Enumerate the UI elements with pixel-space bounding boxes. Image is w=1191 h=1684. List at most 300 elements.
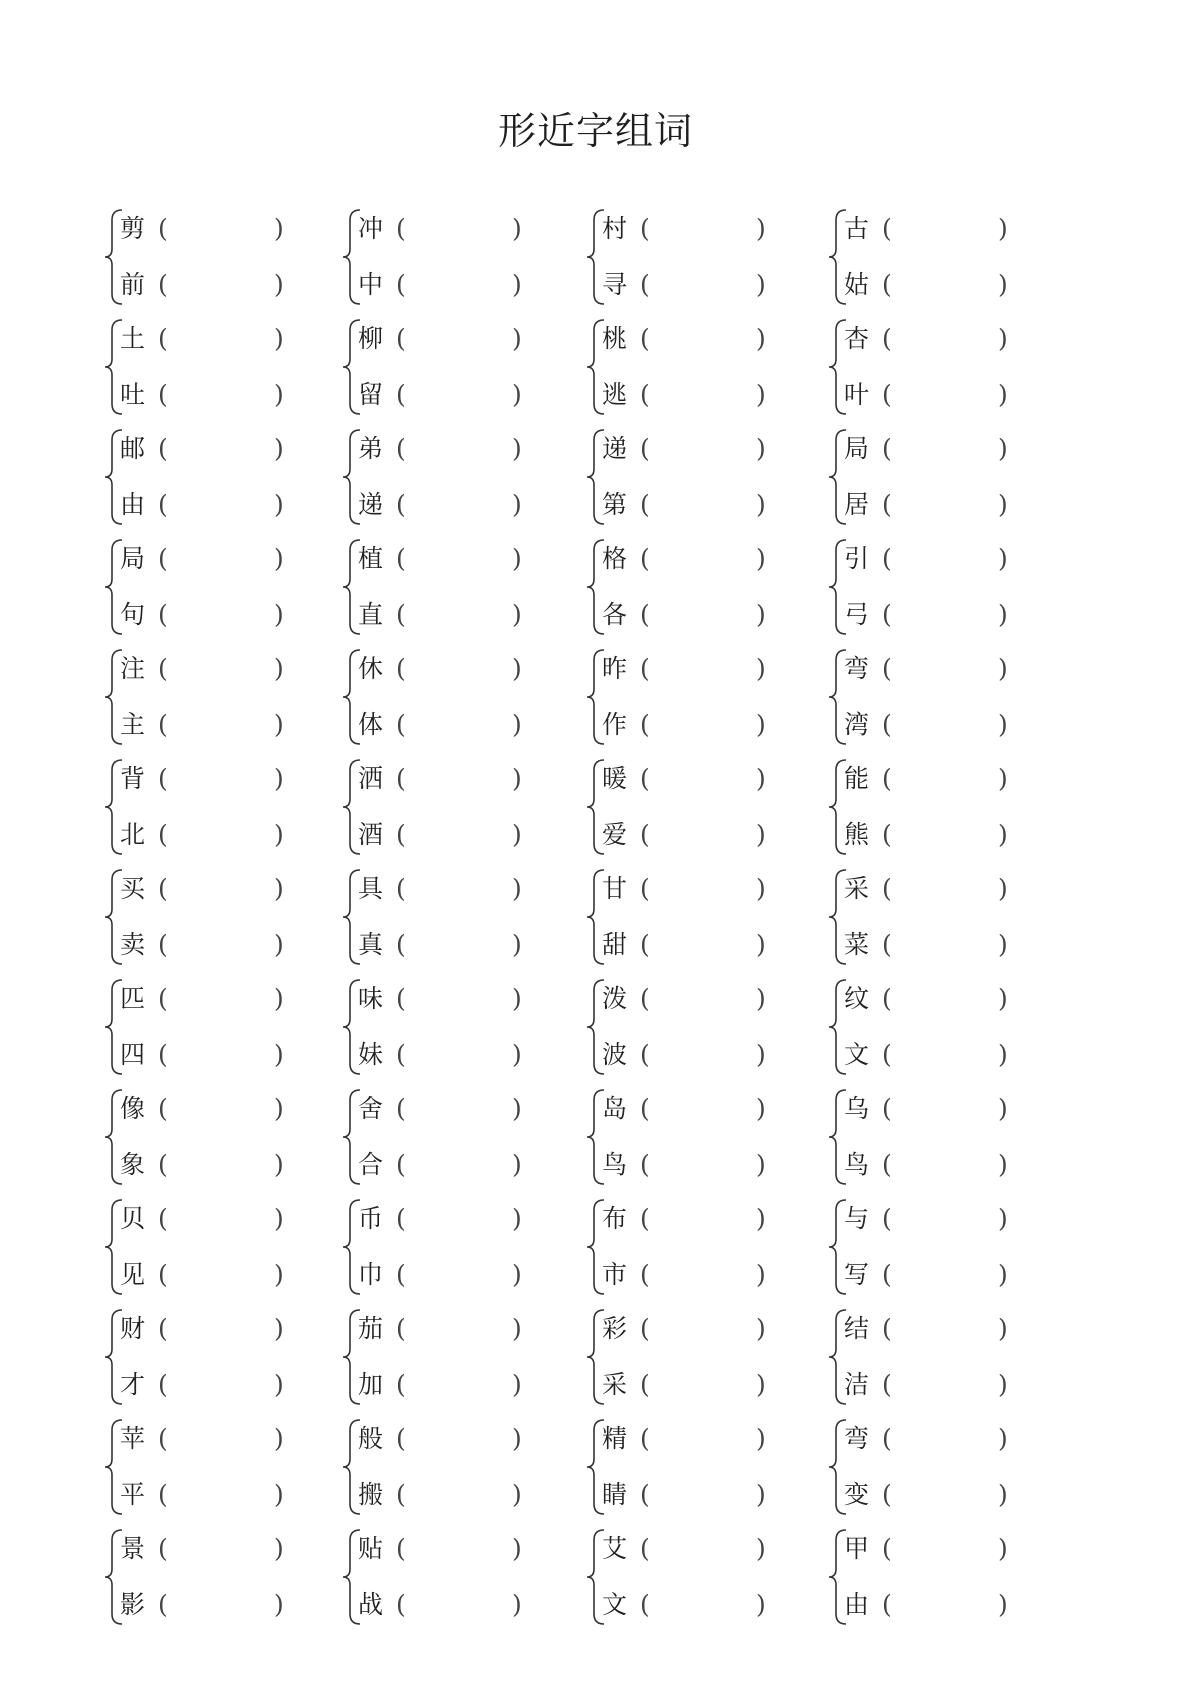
word-pair-grid — [0, 205, 1191, 1635]
character-label: 寻 — [602, 270, 628, 299]
word-entry — [844, 759, 1016, 799]
close-paren: ) — [998, 1040, 1008, 1069]
word-entry — [358, 1255, 530, 1295]
character-label: 甘 — [602, 874, 628, 903]
word-entry — [358, 1199, 530, 1239]
word-entry — [358, 209, 530, 249]
character-label: 土 — [120, 324, 146, 353]
open-paren: ( — [640, 544, 650, 573]
word-entry — [844, 1585, 1016, 1625]
word-pair — [584, 865, 774, 975]
word-entry — [602, 925, 774, 965]
open-paren: ( — [640, 1370, 650, 1399]
open-paren: ( — [158, 874, 168, 903]
word-entry — [120, 485, 292, 525]
open-paren: ( — [640, 434, 650, 463]
open-paren: ( — [396, 544, 406, 573]
character-label: 洒 — [358, 764, 384, 793]
word-entry — [358, 539, 530, 579]
close-paren: ) — [998, 1370, 1008, 1399]
word-pair — [584, 425, 774, 535]
close-paren: ) — [274, 1590, 284, 1619]
close-paren: ) — [274, 820, 284, 849]
close-paren: ) — [512, 1424, 522, 1453]
close-paren: ) — [756, 270, 766, 299]
close-paren: ) — [756, 1424, 766, 1453]
close-paren: ) — [274, 874, 284, 903]
close-paren: ) — [998, 1094, 1008, 1123]
word-entry — [120, 319, 292, 359]
close-paren: ) — [998, 764, 1008, 793]
pair-row — [0, 975, 1191, 1085]
pair-row — [0, 1305, 1191, 1415]
word-entry — [844, 979, 1016, 1019]
open-paren: ( — [396, 380, 406, 409]
close-paren: ) — [274, 764, 284, 793]
open-paren: ( — [158, 984, 168, 1013]
character-label: 递 — [602, 434, 628, 463]
character-label: 邮 — [120, 434, 146, 463]
character-label: 作 — [602, 710, 628, 739]
page-title: 形近字组词 — [497, 109, 693, 153]
open-paren: ( — [396, 710, 406, 739]
word-pair — [340, 425, 530, 535]
open-paren: ( — [158, 930, 168, 959]
open-paren: ( — [158, 324, 168, 353]
word-entry — [120, 1145, 292, 1185]
open-paren: ( — [158, 1040, 168, 1069]
character-label: 巾 — [358, 1260, 384, 1289]
close-paren: ) — [756, 324, 766, 353]
close-paren: ) — [998, 490, 1008, 519]
close-paren: ) — [756, 544, 766, 573]
close-paren: ) — [274, 214, 284, 243]
word-entry — [602, 539, 774, 579]
word-entry — [844, 539, 1016, 579]
close-paren: ) — [756, 764, 766, 793]
pair-row — [0, 315, 1191, 425]
word-entry — [602, 429, 774, 469]
open-paren: ( — [158, 1314, 168, 1343]
character-label: 弓 — [844, 600, 870, 629]
character-label: 匹 — [120, 984, 146, 1013]
close-paren: ) — [512, 820, 522, 849]
word-pair — [340, 1085, 530, 1195]
word-pair — [826, 535, 1016, 645]
close-paren: ) — [756, 1480, 766, 1509]
character-label: 注 — [120, 654, 146, 683]
close-paren: ) — [512, 324, 522, 353]
word-entry — [844, 1529, 1016, 1569]
character-label: 鸟 — [844, 1150, 870, 1179]
character-label: 苹 — [120, 1424, 146, 1453]
word-entry — [358, 1365, 530, 1405]
open-paren: ( — [882, 434, 892, 463]
character-label: 平 — [120, 1480, 146, 1509]
word-entry — [120, 925, 292, 965]
open-paren: ( — [158, 654, 168, 683]
close-paren: ) — [274, 1424, 284, 1453]
open-paren: ( — [882, 1480, 892, 1509]
word-entry — [358, 925, 530, 965]
word-entry — [602, 1309, 774, 1349]
word-entry — [844, 815, 1016, 855]
character-label: 文 — [844, 1040, 870, 1069]
open-paren: ( — [640, 874, 650, 903]
open-paren: ( — [882, 874, 892, 903]
character-label: 主 — [120, 710, 146, 739]
open-paren: ( — [158, 1370, 168, 1399]
character-label: 纹 — [844, 984, 870, 1013]
close-paren: ) — [998, 1150, 1008, 1179]
open-paren: ( — [396, 1590, 406, 1619]
word-entry — [602, 979, 774, 1019]
word-pair — [826, 205, 1016, 315]
word-entry — [602, 869, 774, 909]
character-label: 中 — [358, 270, 384, 299]
character-label: 姑 — [844, 270, 870, 299]
word-pair — [826, 1195, 1016, 1305]
word-pair — [584, 535, 774, 645]
close-paren: ) — [512, 930, 522, 959]
character-label: 暖 — [602, 764, 628, 793]
character-label: 留 — [358, 380, 384, 409]
open-paren: ( — [396, 1094, 406, 1123]
word-entry — [358, 1145, 530, 1185]
close-paren: ) — [274, 1150, 284, 1179]
close-paren: ) — [756, 600, 766, 629]
word-pair — [826, 1415, 1016, 1525]
character-label: 北 — [120, 820, 146, 849]
character-label: 妹 — [358, 1040, 384, 1069]
character-label: 真 — [358, 930, 384, 959]
open-paren: ( — [882, 1314, 892, 1343]
close-paren: ) — [998, 820, 1008, 849]
open-paren: ( — [882, 270, 892, 299]
character-label: 熊 — [844, 820, 870, 849]
open-paren: ( — [640, 270, 650, 299]
open-paren: ( — [640, 214, 650, 243]
character-label: 叶 — [844, 380, 870, 409]
word-entry — [120, 595, 292, 635]
character-label: 古 — [844, 214, 870, 243]
close-paren: ) — [512, 874, 522, 903]
close-paren: ) — [998, 1260, 1008, 1289]
open-paren: ( — [158, 490, 168, 519]
character-label: 文 — [602, 1590, 628, 1619]
close-paren: ) — [998, 984, 1008, 1013]
open-paren: ( — [396, 1260, 406, 1289]
character-label: 贝 — [120, 1204, 146, 1233]
open-paren: ( — [640, 984, 650, 1013]
close-paren: ) — [512, 600, 522, 629]
close-paren: ) — [756, 490, 766, 519]
word-entry — [120, 539, 292, 579]
open-paren: ( — [396, 874, 406, 903]
word-entry — [120, 1419, 292, 1459]
word-entry — [602, 265, 774, 305]
open-paren: ( — [882, 600, 892, 629]
character-label: 采 — [602, 1370, 628, 1399]
open-paren: ( — [640, 600, 650, 629]
word-entry — [844, 1475, 1016, 1515]
close-paren: ) — [756, 654, 766, 683]
character-label: 景 — [120, 1534, 146, 1563]
word-entry — [844, 595, 1016, 635]
word-entry — [120, 429, 292, 469]
word-entry — [602, 485, 774, 525]
close-paren: ) — [512, 270, 522, 299]
character-label: 甲 — [844, 1534, 870, 1563]
open-paren: ( — [158, 380, 168, 409]
open-paren: ( — [396, 214, 406, 243]
character-label: 吐 — [120, 380, 146, 409]
pair-row — [0, 645, 1191, 755]
close-paren: ) — [512, 710, 522, 739]
character-label: 币 — [358, 1204, 384, 1233]
close-paren: ) — [274, 434, 284, 463]
open-paren: ( — [640, 1260, 650, 1289]
open-paren: ( — [640, 324, 650, 353]
character-label: 市 — [602, 1260, 628, 1289]
word-entry — [602, 1145, 774, 1185]
close-paren: ) — [512, 490, 522, 519]
character-label: 引 — [844, 544, 870, 573]
character-label: 居 — [844, 490, 870, 519]
word-entry — [844, 375, 1016, 415]
close-paren: ) — [512, 544, 522, 573]
word-entry — [358, 319, 530, 359]
close-paren: ) — [274, 1480, 284, 1509]
open-paren: ( — [640, 764, 650, 793]
word-pair — [340, 205, 530, 315]
character-label: 写 — [844, 1260, 870, 1289]
character-label: 睛 — [602, 1480, 628, 1509]
word-pair — [584, 645, 774, 755]
close-paren: ) — [512, 654, 522, 683]
character-label: 岛 — [602, 1094, 628, 1123]
open-paren: ( — [158, 764, 168, 793]
open-paren: ( — [158, 1150, 168, 1179]
open-paren: ( — [396, 1370, 406, 1399]
word-entry — [120, 1089, 292, 1129]
character-label: 洁 — [844, 1370, 870, 1399]
word-pair — [102, 865, 292, 975]
word-entry — [120, 1529, 292, 1569]
word-entry — [602, 705, 774, 745]
word-entry — [120, 869, 292, 909]
open-paren: ( — [158, 544, 168, 573]
close-paren: ) — [756, 1260, 766, 1289]
word-pair — [340, 535, 530, 645]
word-entry — [358, 815, 530, 855]
word-pair — [340, 975, 530, 1085]
character-label: 桃 — [602, 324, 628, 353]
close-paren: ) — [274, 1370, 284, 1399]
word-entry — [844, 1419, 1016, 1459]
word-entry — [844, 485, 1016, 525]
word-pair — [102, 535, 292, 645]
character-label: 甜 — [602, 930, 628, 959]
open-paren: ( — [640, 1040, 650, 1069]
character-label: 布 — [602, 1204, 628, 1233]
character-label: 休 — [358, 654, 384, 683]
character-label: 爱 — [602, 820, 628, 849]
close-paren: ) — [756, 434, 766, 463]
character-label: 格 — [602, 544, 628, 573]
word-entry — [120, 815, 292, 855]
word-entry — [120, 1035, 292, 1075]
close-paren: ) — [512, 380, 522, 409]
word-entry — [120, 1199, 292, 1239]
open-paren: ( — [396, 1424, 406, 1453]
word-pair — [826, 1525, 1016, 1635]
word-pair — [102, 645, 292, 755]
close-paren: ) — [998, 710, 1008, 739]
open-paren: ( — [882, 1590, 892, 1619]
open-paren: ( — [882, 984, 892, 1013]
close-paren: ) — [998, 1480, 1008, 1509]
open-paren: ( — [882, 324, 892, 353]
word-entry — [358, 979, 530, 1019]
close-paren: ) — [998, 600, 1008, 629]
character-label: 味 — [358, 984, 384, 1013]
open-paren: ( — [882, 1204, 892, 1233]
character-label: 像 — [120, 1094, 146, 1123]
character-label: 见 — [120, 1260, 146, 1289]
open-paren: ( — [882, 544, 892, 573]
character-label: 泼 — [602, 984, 628, 1013]
open-paren: ( — [396, 1204, 406, 1233]
open-paren: ( — [882, 654, 892, 683]
close-paren: ) — [756, 1040, 766, 1069]
close-paren: ) — [274, 490, 284, 519]
pair-row — [0, 755, 1191, 865]
word-entry — [358, 429, 530, 469]
character-label: 弯 — [844, 654, 870, 683]
character-label: 买 — [120, 874, 146, 903]
character-label: 前 — [120, 270, 146, 299]
word-entry — [120, 1475, 292, 1515]
word-pair — [102, 315, 292, 425]
word-pair — [340, 1525, 530, 1635]
word-pair — [584, 1525, 774, 1635]
pair-row — [0, 865, 1191, 975]
word-entry — [120, 1365, 292, 1405]
pair-row — [0, 1195, 1191, 1305]
word-pair — [340, 755, 530, 865]
pair-row — [0, 205, 1191, 315]
open-paren: ( — [396, 764, 406, 793]
word-pair — [340, 1415, 530, 1525]
open-paren: ( — [640, 820, 650, 849]
close-paren: ) — [998, 434, 1008, 463]
open-paren: ( — [882, 1260, 892, 1289]
close-paren: ) — [512, 1204, 522, 1233]
character-label: 结 — [844, 1314, 870, 1343]
close-paren: ) — [512, 434, 522, 463]
open-paren: ( — [640, 1424, 650, 1453]
open-paren: ( — [396, 1150, 406, 1179]
word-pair — [826, 755, 1016, 865]
close-paren: ) — [274, 1314, 284, 1343]
character-label: 体 — [358, 710, 384, 739]
word-entry — [844, 429, 1016, 469]
close-paren: ) — [998, 1590, 1008, 1619]
word-entry — [844, 1255, 1016, 1295]
open-paren: ( — [396, 434, 406, 463]
open-paren: ( — [396, 490, 406, 519]
word-entry — [844, 319, 1016, 359]
open-paren: ( — [158, 1260, 168, 1289]
word-entry — [120, 375, 292, 415]
word-pair — [584, 205, 774, 315]
word-entry — [358, 375, 530, 415]
character-label: 影 — [120, 1590, 146, 1619]
close-paren: ) — [998, 380, 1008, 409]
word-entry — [358, 1475, 530, 1515]
close-paren: ) — [512, 1480, 522, 1509]
word-entry — [844, 1365, 1016, 1405]
word-entry — [844, 1309, 1016, 1349]
word-entry — [120, 705, 292, 745]
close-paren: ) — [998, 930, 1008, 959]
open-paren: ( — [882, 1424, 892, 1453]
character-label: 精 — [602, 1424, 628, 1453]
word-entry — [120, 1255, 292, 1295]
character-label: 卖 — [120, 930, 146, 959]
close-paren: ) — [756, 1534, 766, 1563]
word-entry — [602, 319, 774, 359]
word-entry — [602, 649, 774, 689]
close-paren: ) — [756, 1590, 766, 1619]
word-pair — [584, 1085, 774, 1195]
word-entry — [120, 649, 292, 689]
character-label: 能 — [844, 764, 870, 793]
word-pair — [340, 865, 530, 975]
character-label: 背 — [120, 764, 146, 793]
close-paren: ) — [756, 214, 766, 243]
open-paren: ( — [640, 1150, 650, 1179]
word-entry — [602, 1419, 774, 1459]
close-paren: ) — [756, 1204, 766, 1233]
word-pair — [584, 975, 774, 1085]
close-paren: ) — [998, 270, 1008, 299]
word-entry — [602, 1089, 774, 1129]
word-entry — [358, 485, 530, 525]
word-entry — [844, 1199, 1016, 1239]
open-paren: ( — [882, 214, 892, 243]
open-paren: ( — [640, 1590, 650, 1619]
character-label: 局 — [120, 544, 146, 573]
open-paren: ( — [882, 820, 892, 849]
close-paren: ) — [274, 930, 284, 959]
close-paren: ) — [756, 710, 766, 739]
character-label: 贴 — [358, 1534, 384, 1563]
word-entry — [844, 1089, 1016, 1129]
close-paren: ) — [274, 710, 284, 739]
character-label: 冲 — [358, 214, 384, 243]
word-entry — [602, 1529, 774, 1569]
close-paren: ) — [756, 380, 766, 409]
word-pair — [826, 645, 1016, 755]
open-paren: ( — [158, 1424, 168, 1453]
word-pair — [102, 755, 292, 865]
word-entry — [602, 595, 774, 635]
open-paren: ( — [158, 1534, 168, 1563]
close-paren: ) — [512, 1040, 522, 1069]
close-paren: ) — [274, 380, 284, 409]
